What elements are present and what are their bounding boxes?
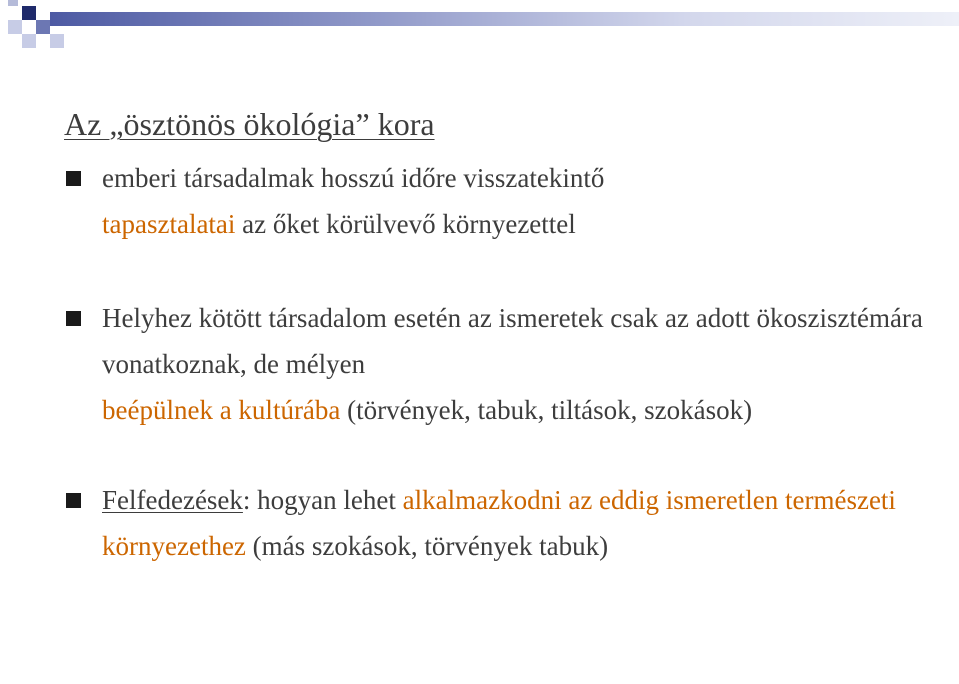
bullet-3-underlined-term: Felfedezések (102, 485, 243, 515)
bullet-2-text-b: (törvények, tabuk, tiltások, szokások) (340, 395, 753, 425)
deco-gradient-bar (50, 12, 959, 26)
square-bullet-icon (66, 171, 81, 186)
slide-title: Az „ösztönös ökológia” kora (64, 106, 435, 142)
square-bullet-icon (66, 311, 81, 326)
square-bullet-icon (66, 493, 81, 508)
bullet-3-text-b: (más szokások, törvények tabuk) (245, 531, 609, 561)
bullet-2-highlight: beépülnek a kultúrába (102, 395, 341, 425)
deco-square-light (8, 20, 22, 34)
deco-square-dark (22, 6, 36, 20)
bullet-item-1 (64, 155, 944, 247)
bullet-list (64, 155, 944, 569)
deco-square-light-3 (50, 34, 64, 48)
bullet-2-text-a: Helyhez kötött társadalom esetén az ismeretek csak az adott ökoszisztémára vonatkoznak, de mélyen (102, 303, 923, 379)
bullet-item-2 (64, 295, 944, 433)
header-decoration (0, 0, 959, 60)
deco-square-light-2 (22, 34, 36, 48)
bullet-1-highlight: tapasztalatai (102, 209, 236, 239)
bullet-3-highlight: alkalmazkodni az eddig ismeretlen természeti környezethez (102, 485, 896, 561)
deco-square-mid (36, 20, 50, 34)
bullet-1-text-b: az őket körülvevő környezettel (235, 209, 576, 239)
bullet-3-text-a: : hogyan lehet (242, 485, 403, 515)
bullet-item-3 (64, 477, 944, 569)
deco-square-mid-2 (8, 0, 18, 6)
bullet-1-text-a: emberi társadalmak hosszú időre visszatekintő (102, 163, 605, 193)
